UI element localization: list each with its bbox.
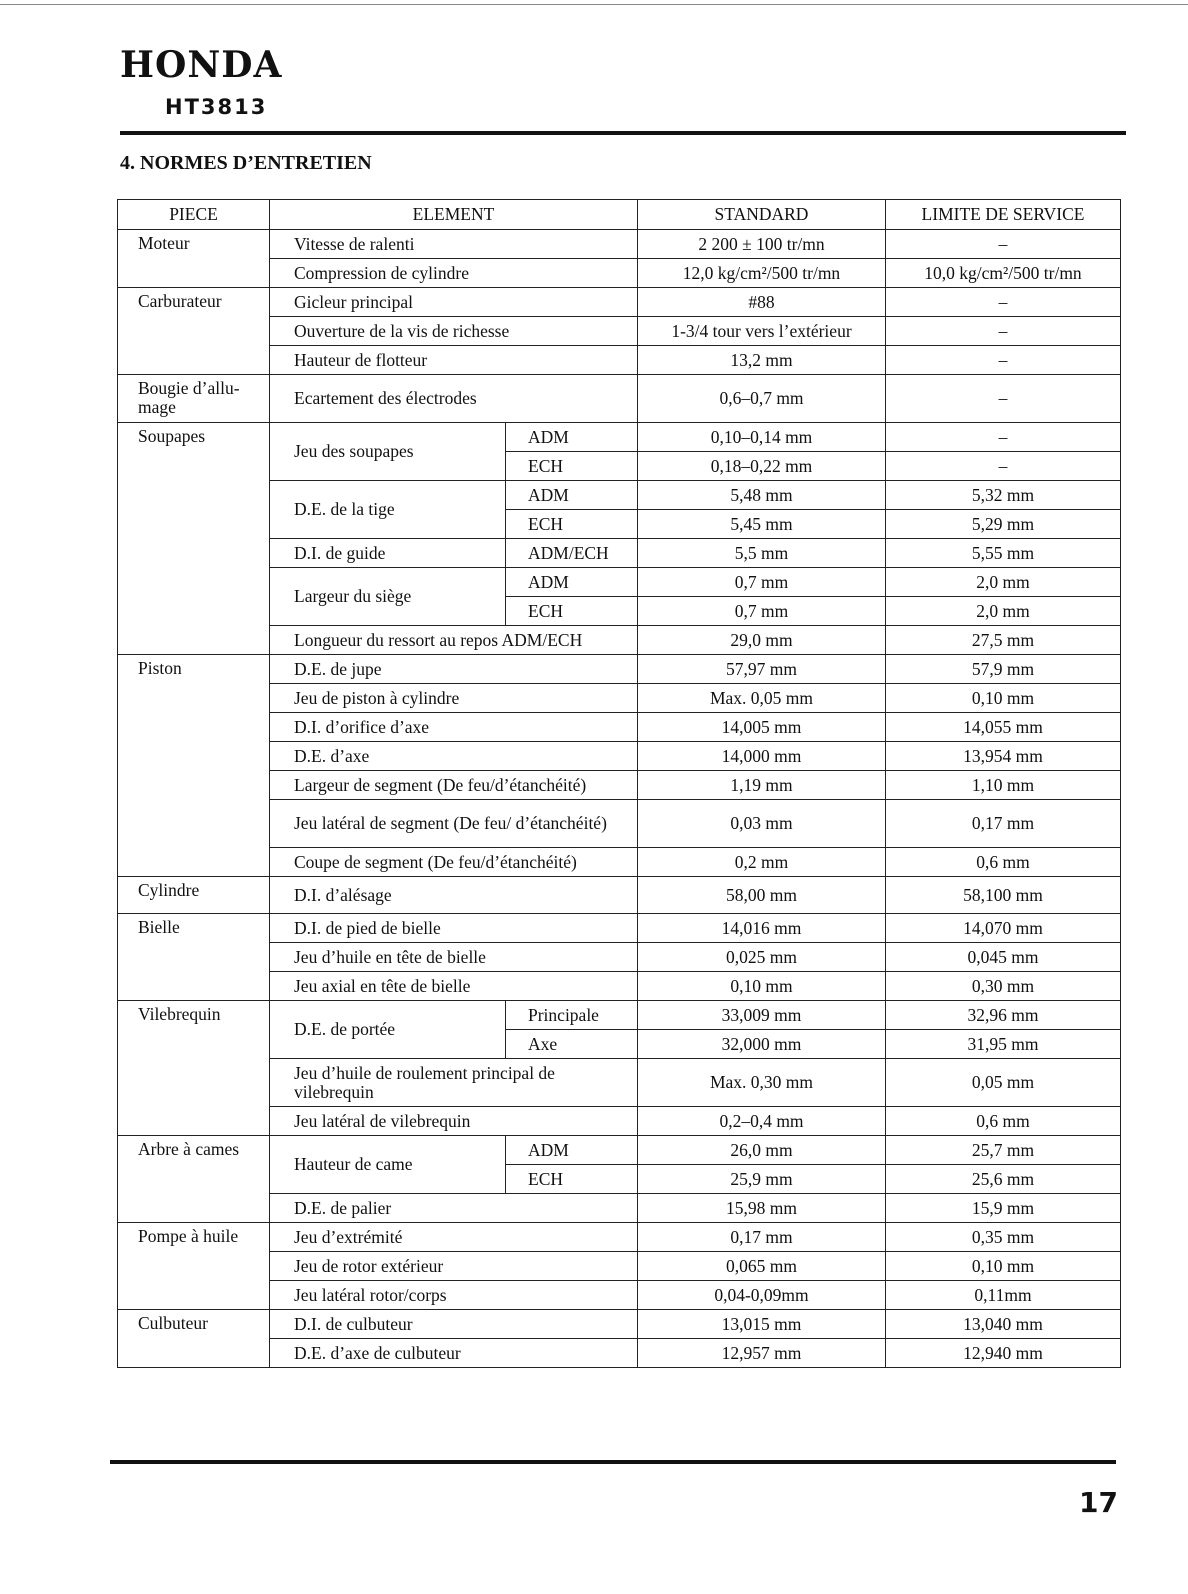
standard-cell: #88 xyxy=(638,288,886,317)
element-cell: D.I. d’orifice d’axe xyxy=(270,713,638,742)
standard-cell: 0,2 mm xyxy=(638,848,886,877)
model-number: HT3813 xyxy=(165,95,268,119)
standard-cell: 1-3/4 tour vers l’extérieur xyxy=(638,317,886,346)
limit-cell: 5,32 mm xyxy=(886,481,1121,510)
limit-cell: 5,55 mm xyxy=(886,539,1121,568)
element-cell: Jeu latéral rotor/corps xyxy=(270,1281,638,1310)
standard-cell: Max. 0,30 mm xyxy=(638,1059,886,1107)
limit-cell: 14,070 mm xyxy=(886,914,1121,943)
sub-element-cell: ECH xyxy=(506,597,638,626)
standard-cell: 14,005 mm xyxy=(638,713,886,742)
table-row xyxy=(118,375,1121,423)
standard-cell: 0,17 mm xyxy=(638,1223,886,1252)
element-cell: Hauteur de came xyxy=(270,1136,506,1194)
element-cell: D.I. de culbuteur xyxy=(270,1310,638,1339)
standard-cell: 5,48 mm xyxy=(638,481,886,510)
table-row xyxy=(118,1001,1121,1030)
table-row xyxy=(118,1223,1121,1252)
standard-cell: 14,016 mm xyxy=(638,914,886,943)
element-cell: Jeu de piston à cylindre xyxy=(270,684,638,713)
element-cell: Hauteur de flotteur xyxy=(270,346,638,375)
element-cell: Largeur du siège xyxy=(270,568,506,626)
page-number: 17 xyxy=(1079,1486,1118,1519)
limit-cell: – xyxy=(886,230,1121,259)
piece-cell: Carburateur xyxy=(118,288,270,375)
sub-element-cell: Principale xyxy=(506,1001,638,1030)
table-header-row xyxy=(118,200,1121,230)
header-piece: PIECE xyxy=(118,200,270,230)
sub-element-cell: ECH xyxy=(506,452,638,481)
table-body xyxy=(118,230,1121,1368)
standard-cell: 0,03 mm xyxy=(638,800,886,848)
piece-cell: Bielle xyxy=(118,914,270,1001)
element-cell: D.I. d’alésage xyxy=(270,877,638,914)
header-standard: STANDARD xyxy=(638,200,886,230)
limit-cell: 14,055 mm xyxy=(886,713,1121,742)
table-row xyxy=(118,914,1121,943)
limit-cell: 0,11mm xyxy=(886,1281,1121,1310)
section-title: 4. NORMES D’ENTRETIEN xyxy=(120,152,372,174)
sub-element-cell: ADM xyxy=(506,423,638,452)
piece-cell: Soupapes xyxy=(118,423,270,655)
limit-cell: 12,940 mm xyxy=(886,1339,1121,1368)
limit-cell: 10,0 kg/cm²/500 tr/mn xyxy=(886,259,1121,288)
table-row xyxy=(118,1310,1121,1339)
limit-cell: 0,05 mm xyxy=(886,1059,1121,1107)
element-cell: Largeur de segment (De feu/d’étanchéité) xyxy=(270,771,638,800)
limit-cell: – xyxy=(886,317,1121,346)
piece-cell: Bougie d’allu-mage xyxy=(118,375,270,423)
sub-element-cell: ECH xyxy=(506,510,638,539)
element-cell: Jeu de rotor extérieur xyxy=(270,1252,638,1281)
standard-cell: 5,5 mm xyxy=(638,539,886,568)
element-cell: Jeu d’extrémité xyxy=(270,1223,638,1252)
element-cell: Ouverture de la vis de richesse xyxy=(270,317,638,346)
standard-cell: Max. 0,05 mm xyxy=(638,684,886,713)
standard-cell: 29,0 mm xyxy=(638,626,886,655)
element-cell: D.E. de la tige xyxy=(270,481,506,539)
table-row xyxy=(118,288,1121,317)
footer-rule xyxy=(110,1460,1116,1464)
limit-cell: 25,7 mm xyxy=(886,1136,1121,1165)
limit-cell: 0,30 mm xyxy=(886,972,1121,1001)
standard-cell: 13,015 mm xyxy=(638,1310,886,1339)
header-rule xyxy=(120,131,1126,135)
sub-element-cell: ECH xyxy=(506,1165,638,1194)
element-cell: D.E. d’axe xyxy=(270,742,638,771)
piece-cell: Culbuteur xyxy=(118,1310,270,1368)
element-cell: D.E. de portée xyxy=(270,1001,506,1059)
standard-cell: 0,2–0,4 mm xyxy=(638,1107,886,1136)
limit-cell: – xyxy=(886,375,1121,423)
standard-cell: 0,18–0,22 mm xyxy=(638,452,886,481)
sub-element-cell: Axe xyxy=(506,1030,638,1059)
table-row xyxy=(118,1136,1121,1165)
limit-cell: 13,954 mm xyxy=(886,742,1121,771)
sub-element-cell: ADM xyxy=(506,1136,638,1165)
standard-cell: 0,6–0,7 mm xyxy=(638,375,886,423)
element-cell: D.I. de pied de bielle xyxy=(270,914,638,943)
sub-element-cell: ADM xyxy=(506,568,638,597)
limit-cell: 0,35 mm xyxy=(886,1223,1121,1252)
table-row xyxy=(118,230,1121,259)
limit-cell: – xyxy=(886,452,1121,481)
standard-cell: 0,065 mm xyxy=(638,1252,886,1281)
element-cell: D.E. d’axe de culbuteur xyxy=(270,1339,638,1368)
limit-cell: 0,6 mm xyxy=(886,1107,1121,1136)
element-cell: Vitesse de ralenti xyxy=(270,230,638,259)
standard-cell: 0,025 mm xyxy=(638,943,886,972)
maintenance-spec-table xyxy=(117,199,1121,1368)
limit-cell: 0,045 mm xyxy=(886,943,1121,972)
piece-cell: Arbre à cames xyxy=(118,1136,270,1223)
element-cell: Ecartement des électrodes xyxy=(270,375,638,423)
element-cell: Jeu latéral de segment (De feu/ d’étanchéité) xyxy=(270,800,638,848)
standard-cell: 25,9 mm xyxy=(638,1165,886,1194)
limit-cell: – xyxy=(886,288,1121,317)
limit-cell: 31,95 mm xyxy=(886,1030,1121,1059)
standard-cell: 0,7 mm xyxy=(638,597,886,626)
standard-cell: 12,957 mm xyxy=(638,1339,886,1368)
element-cell: Jeu axial en tête de bielle xyxy=(270,972,638,1001)
limit-cell: 2,0 mm xyxy=(886,597,1121,626)
limit-cell: – xyxy=(886,346,1121,375)
standard-cell: 12,0 kg/cm²/500 tr/mn xyxy=(638,259,886,288)
element-cell: D.I. de guide xyxy=(270,539,506,568)
standard-cell: 26,0 mm xyxy=(638,1136,886,1165)
element-cell: Jeu d’huile de roulement principal de vilebrequin xyxy=(270,1059,638,1107)
limit-cell: 57,9 mm xyxy=(886,655,1121,684)
limit-cell: 2,0 mm xyxy=(886,568,1121,597)
standard-cell: 57,97 mm xyxy=(638,655,886,684)
standard-cell: 0,10 mm xyxy=(638,972,886,1001)
standard-cell: 5,45 mm xyxy=(638,510,886,539)
element-cell: D.E. de palier xyxy=(270,1194,638,1223)
sub-element-cell: ADM xyxy=(506,481,638,510)
element-cell: Jeu latéral de vilebrequin xyxy=(270,1107,638,1136)
limit-cell: 5,29 mm xyxy=(886,510,1121,539)
limit-cell: 25,6 mm xyxy=(886,1165,1121,1194)
piece-cell: Piston xyxy=(118,655,270,877)
element-cell: Jeu d’huile en tête de bielle xyxy=(270,943,638,972)
piece-cell: Vilebrequin xyxy=(118,1001,270,1136)
table-row xyxy=(118,655,1121,684)
element-cell: Gicleur principal xyxy=(270,288,638,317)
table-row xyxy=(118,877,1121,914)
limit-cell: – xyxy=(886,423,1121,452)
standard-cell: 1,19 mm xyxy=(638,771,886,800)
element-cell: Compression de cylindre xyxy=(270,259,638,288)
header-limit: LIMITE DE SERVICE xyxy=(886,200,1121,230)
standard-cell: 0,04-0,09mm xyxy=(638,1281,886,1310)
piece-cell: Cylindre xyxy=(118,877,270,914)
standard-cell: 13,2 mm xyxy=(638,346,886,375)
standard-cell: 0,10–0,14 mm xyxy=(638,423,886,452)
piece-cell: Moteur xyxy=(118,230,270,288)
limit-cell: 0,17 mm xyxy=(886,800,1121,848)
element-cell: D.E. de jupe xyxy=(270,655,638,684)
table-row xyxy=(118,423,1121,452)
standard-cell: 2 200 ± 100 tr/mn xyxy=(638,230,886,259)
standard-cell: 33,009 mm xyxy=(638,1001,886,1030)
top-border-line xyxy=(0,4,1188,5)
limit-cell: 1,10 mm xyxy=(886,771,1121,800)
standard-cell: 32,000 mm xyxy=(638,1030,886,1059)
limit-cell: 0,6 mm xyxy=(886,848,1121,877)
limit-cell: 58,100 mm xyxy=(886,877,1121,914)
limit-cell: 32,96 mm xyxy=(886,1001,1121,1030)
standard-cell: 58,00 mm xyxy=(638,877,886,914)
element-cell: Longueur du ressort au repos ADM/ECH xyxy=(270,626,638,655)
limit-cell: 0,10 mm xyxy=(886,684,1121,713)
standard-cell: 15,98 mm xyxy=(638,1194,886,1223)
standard-cell: 0,7 mm xyxy=(638,568,886,597)
sub-element-cell: ADM/ECH xyxy=(506,539,638,568)
honda-logo: HONDA xyxy=(120,44,283,86)
element-cell: Jeu des soupapes xyxy=(270,423,506,481)
element-cell: Coupe de segment (De feu/d’étanchéité) xyxy=(270,848,638,877)
limit-cell: 0,10 mm xyxy=(886,1252,1121,1281)
limit-cell: 15,9 mm xyxy=(886,1194,1121,1223)
piece-cell: Pompe à huile xyxy=(118,1223,270,1310)
standard-cell: 14,000 mm xyxy=(638,742,886,771)
limit-cell: 13,040 mm xyxy=(886,1310,1121,1339)
header-element: ELEMENT xyxy=(270,200,638,230)
limit-cell: 27,5 mm xyxy=(886,626,1121,655)
